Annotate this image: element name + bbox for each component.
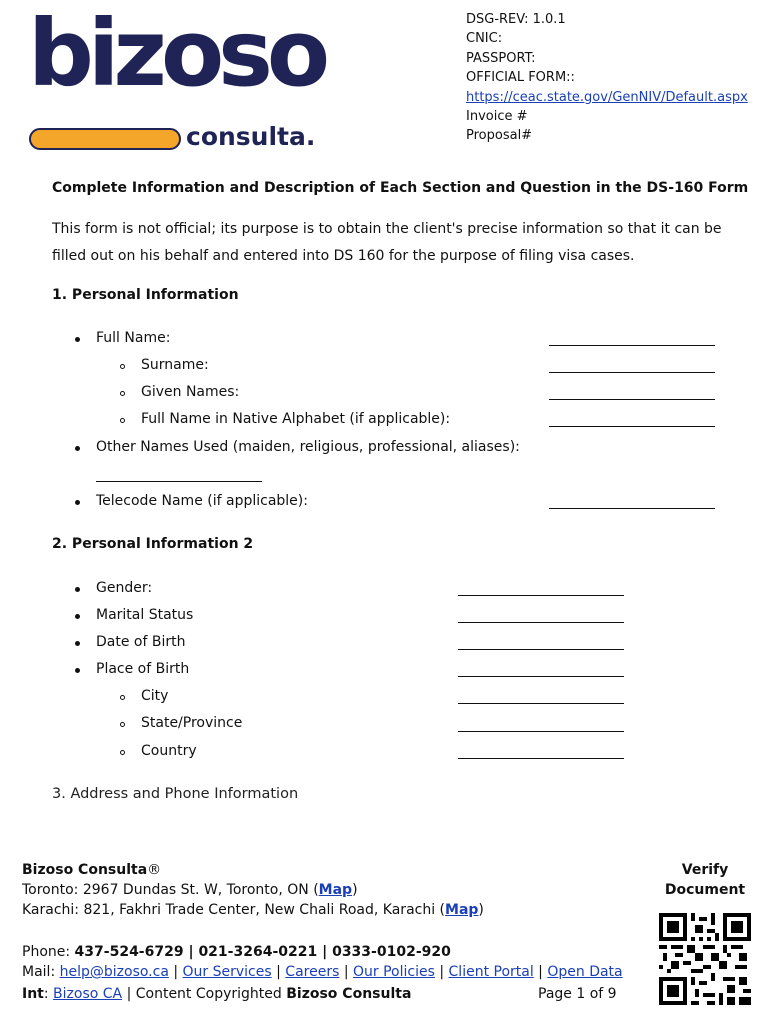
- section-1-heading: 1. Personal Information: [52, 287, 239, 303]
- official-form-link[interactable]: https://ceac.state.gov/GenNIV/Default.aspx: [466, 89, 748, 105]
- section-2-heading: 2. Personal Information 2: [52, 536, 254, 552]
- logo-wordmark: bizoso: [28, 0, 325, 107]
- bullet: [75, 500, 80, 505]
- full-name-input-line[interactable]: [549, 345, 715, 346]
- rev-text: DSG-REV: 1.0.1: [466, 12, 566, 27]
- qr-code-icon[interactable]: [659, 913, 751, 1005]
- our-policies-link[interactable]: Our Policies: [353, 964, 435, 980]
- footer-mail: Mail: help@bizoso.ca | Our Services | Careers | Our Policies | Client Portal | Open Data: [22, 964, 623, 980]
- gender-label: Gender:: [96, 580, 153, 596]
- logo-subtitle: consulta.: [186, 122, 316, 151]
- other-names-label: Other Names Used (maiden, religious, professional, aliases):: [96, 439, 520, 455]
- pob-label: Place of Birth: [96, 661, 190, 677]
- open-data-link[interactable]: Open Data: [547, 964, 623, 980]
- toronto-map-link[interactable]: Map: [318, 882, 353, 898]
- official-form-label: OFFICIAL FORM::: [466, 70, 575, 86]
- bizoso-ca-link[interactable]: Bizoso CA: [53, 986, 123, 1002]
- footer-company: Bizoso Consulta®: [22, 862, 162, 878]
- surname-label: Surname:: [141, 357, 209, 373]
- full-name-label: Full Name:: [96, 330, 171, 346]
- footer-toronto-address: Toronto: 2967 Dundas St. W, Toronto, ON (Map): [22, 882, 358, 898]
- bullet: [75, 614, 80, 619]
- marital-status-input-line[interactable]: [458, 622, 624, 623]
- sub-bullet: [120, 750, 125, 755]
- native-name-label: Full Name in Native Alphabet (if applicable):: [141, 411, 451, 427]
- telecode-label: Telecode Name (if applicable):: [96, 493, 308, 509]
- verify-document-label: Verify Document: [664, 862, 746, 898]
- gender-input-line[interactable]: [458, 595, 624, 596]
- bullet: [75, 446, 80, 451]
- sub-bullet: [120, 391, 125, 396]
- section-3-heading: 3. Address and Phone Information: [52, 786, 299, 802]
- given-names-label: Given Names:: [141, 384, 240, 400]
- country-input-line[interactable]: [458, 758, 624, 759]
- logo-bar: [29, 128, 181, 150]
- other-names-input-line[interactable]: [96, 481, 262, 482]
- bullet: [75, 641, 80, 646]
- intro-paragraph: This form is not official; its purpose is to obtain the client's precise information so that it can be filled out on his behalf and entered into DS 160 for the purpose of filing visa cases.: [52, 221, 722, 264]
- page-number: Page 1 of 9: [538, 986, 617, 1002]
- state-input-line[interactable]: [458, 731, 624, 732]
- city-label: City: [141, 688, 169, 704]
- client-portal-link[interactable]: Client Portal: [448, 964, 534, 980]
- bullet: [75, 337, 80, 342]
- telecode-input-line[interactable]: [549, 508, 715, 509]
- sub-bullet: [120, 722, 125, 727]
- karachi-map-link[interactable]: Map: [445, 902, 479, 918]
- marital-status-label: Marital Status: [96, 607, 194, 623]
- sub-bullet: [120, 364, 125, 369]
- sub-bullet: [120, 418, 125, 423]
- native-name-input-line[interactable]: [549, 426, 715, 427]
- cnic-field: CNIC:: [466, 31, 503, 47]
- sub-bullet: [120, 695, 125, 700]
- bullet: [75, 587, 80, 592]
- footer-karachi-address: Karachi: 821, Fakhri Trade Center, New Chali Road, Karachi (Map): [22, 902, 484, 918]
- document-meta: [466, 10, 748, 146]
- passport-field: PASSPORT:: [466, 50, 536, 66]
- country-label: Country: [141, 743, 197, 759]
- dob-input-line[interactable]: [458, 649, 624, 650]
- footer-phone: Phone: 437-524-6729 | 021-3264-0221 | 0333-0102-920: [22, 944, 451, 960]
- email-link[interactable]: help@bizoso.ca: [59, 964, 169, 980]
- our-services-link[interactable]: Our Services: [182, 964, 272, 980]
- careers-link[interactable]: Careers: [285, 964, 340, 980]
- city-input-line[interactable]: [458, 703, 624, 704]
- surname-input-line[interactable]: [549, 372, 715, 373]
- document-title: Complete Information and Description of Each Section and Question in the DS-160 Form: [52, 180, 749, 196]
- invoice-field: Invoice #: [466, 109, 528, 125]
- state-label: State/Province: [141, 715, 243, 731]
- given-names-input-line[interactable]: [549, 399, 715, 400]
- pob-input-line[interactable]: [458, 676, 624, 677]
- footer-int: Int: Bizoso CA | Content Copyrighted Bizoso Consulta: [22, 986, 412, 1002]
- proposal-field: Proposal#: [466, 128, 533, 144]
- bullet: [75, 668, 80, 673]
- dob-label: Date of Birth: [96, 634, 186, 650]
